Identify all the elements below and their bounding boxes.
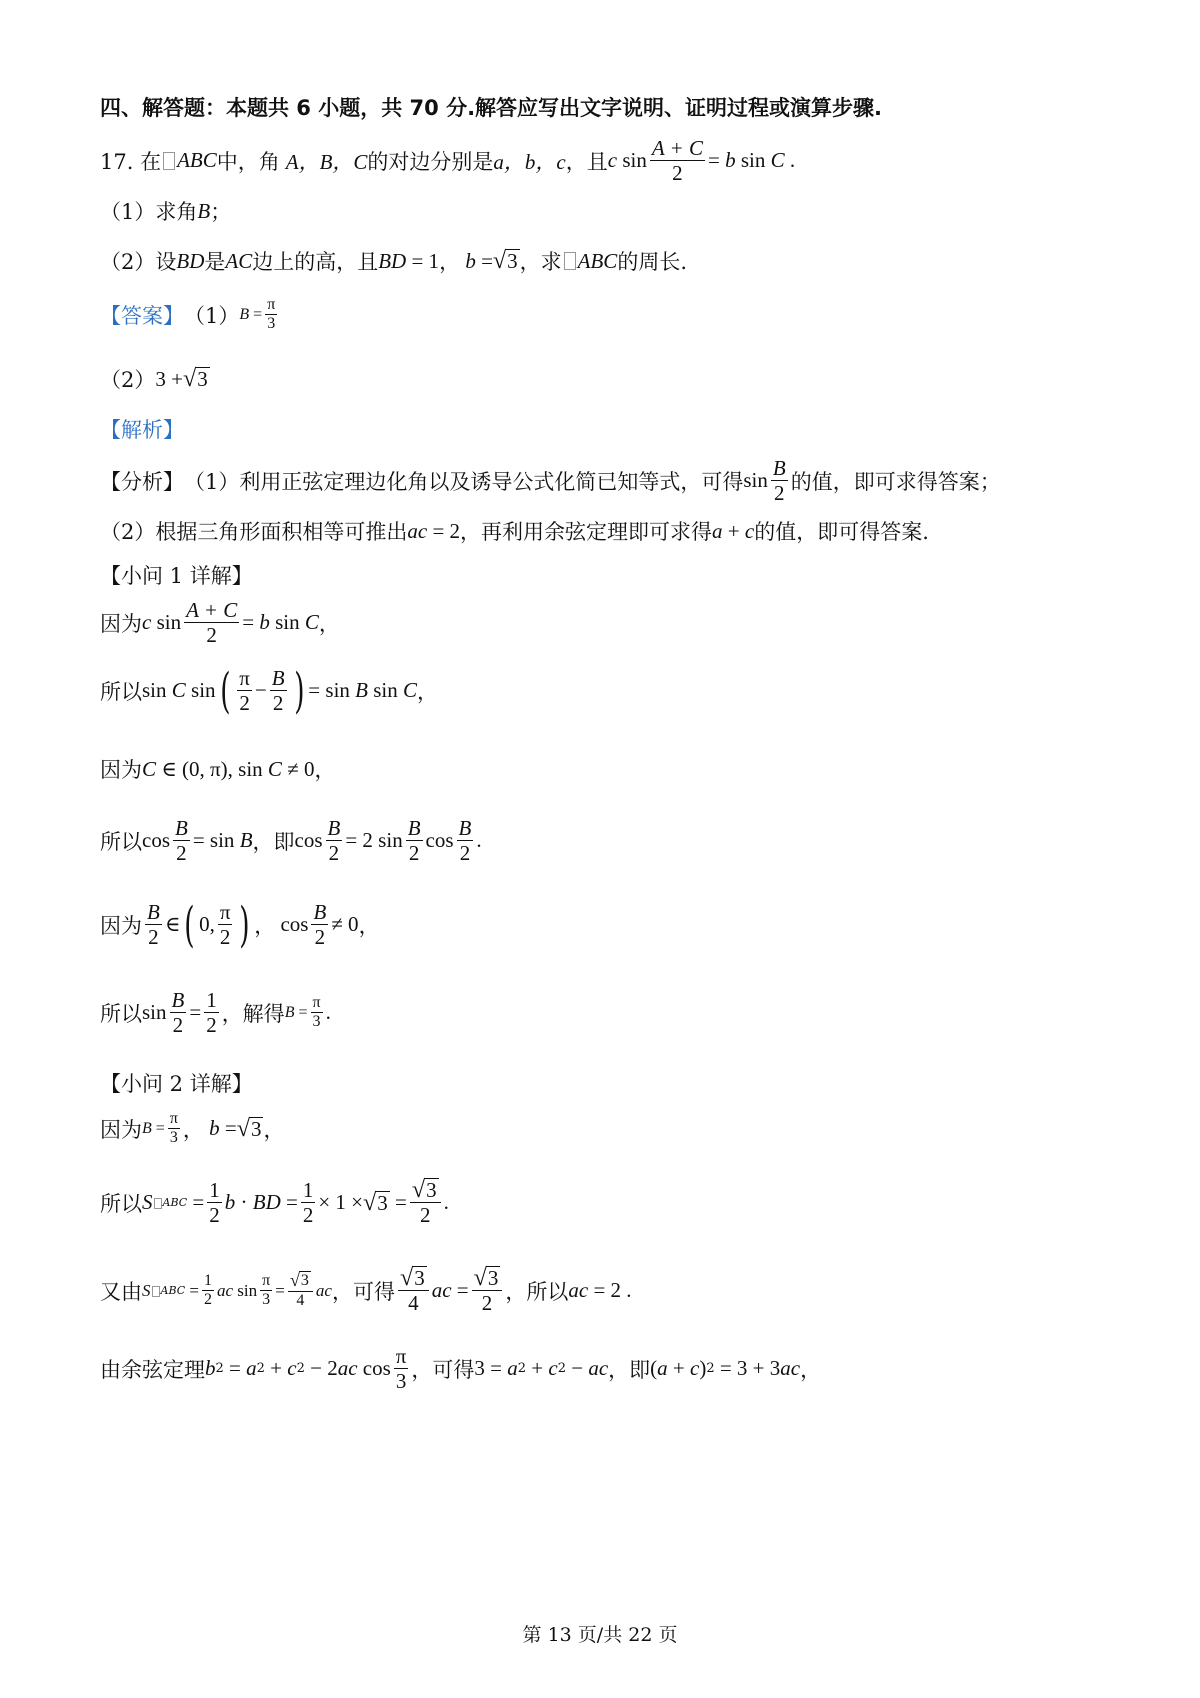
problem-statement: 17. 在 ABC 中，角 A，B，C 的对边分别是 a，b，c ，且 c sin $\frac{A + C}{2}$ = b sin C .: [100, 136, 796, 186]
q2-step4: 由余弦定理 b 2 = a 2 + c 2 − 2 ac cos $\frac{\pi}{3}$ ，可得 3 = a 2 + c 2 − ac ，即 ( a + c ) 2 = 3 + 3 ac ，: [100, 1344, 822, 1394]
analysis-label: 【解析】: [100, 418, 184, 442]
q2-step1: 因为 B = $\frac{\pi}{3}$ ， b = √ 3 ，: [100, 1110, 285, 1147]
q1-step3: 因为 C ∈ (0, π), sin C ≠ 0 ，: [100, 756, 336, 782]
q1-step4: 所以 cos $\frac{B}{2}$ = sin B ，即 cos $\frac{B}{2}$ = 2 sin $\frac{B}{2}$ cos $\frac{B}{2}$ .: [100, 816, 482, 866]
problem-part1: （1）求角 B ；: [100, 198, 232, 224]
q1-heading: 【小问 1 详解】: [100, 564, 253, 588]
q1-step2: 所以 sin C sin ( $\frac{\pi}{2}$ − $\frac{B}{2}$ ) = sin B sin C ，: [100, 662, 439, 719]
q1-step1: 因为 c sin $\frac{A + C}{2}$ = b sin C ，: [100, 598, 340, 648]
q1-step5: 因为 $\frac{B}{2}$ ∈ ( 0, $\frac{\pi}{2}$ ) ， cos $\frac{B}{2}$ ≠ 0 ，: [100, 896, 380, 953]
analysis-line2: （2）根据三角形面积相等可推出 ac = 2 ，再利用余弦定理即可求得 a + c 的值，即可得答案.: [100, 518, 929, 544]
answer-part1: 【答案】 （1） B = $\frac{\pi}{3}$: [100, 296, 276, 333]
analysis-line1: 【分析】 （1）利用正弦定理边化角以及诱导公式化简已知等式，可得 sin $\frac{B}{2}$ 的值，即可求得答案；: [100, 456, 1001, 506]
triangle-symbol: [163, 152, 175, 170]
answer-part2: （2） 3 + √ 3: [100, 364, 208, 392]
section-title: 四、解答题：本题共 6 小题，共 70 分.解答应写出文字说明、证明过程或演算步骤.: [100, 96, 883, 120]
q1-step6: 所以 sin $\frac{B}{2}$ = $\frac{1}{2}$ ，解得 B = $\frac{\pi}{3}$ .: [100, 988, 331, 1038]
q2-heading: 【小问 2 详解】: [100, 1072, 253, 1096]
page-footer: 第 13 页/共 22 页: [522, 1624, 678, 1646]
answer-label: 【答案】: [100, 303, 184, 328]
problem-part2: （2）设 BD 是 AC 边上的高，且 BD = 1 ， b = √ 3 ，求 ABC 的周长.: [100, 246, 688, 274]
q2-step3: 又由 S ABC = $\frac{1}{2}$ ac sin $\frac{\pi}{3}$ = √ 3 4 ac ，可得 √ 3 4 ac = √ 3 2 ，所以 ac = 2 .: [100, 1264, 632, 1316]
q2-step2: 所以 S ABC = $\frac{1}{2}$ b · BD = $\frac{1}{2}$ × 1 × √ 3 = √ 3 2 .: [100, 1176, 449, 1228]
